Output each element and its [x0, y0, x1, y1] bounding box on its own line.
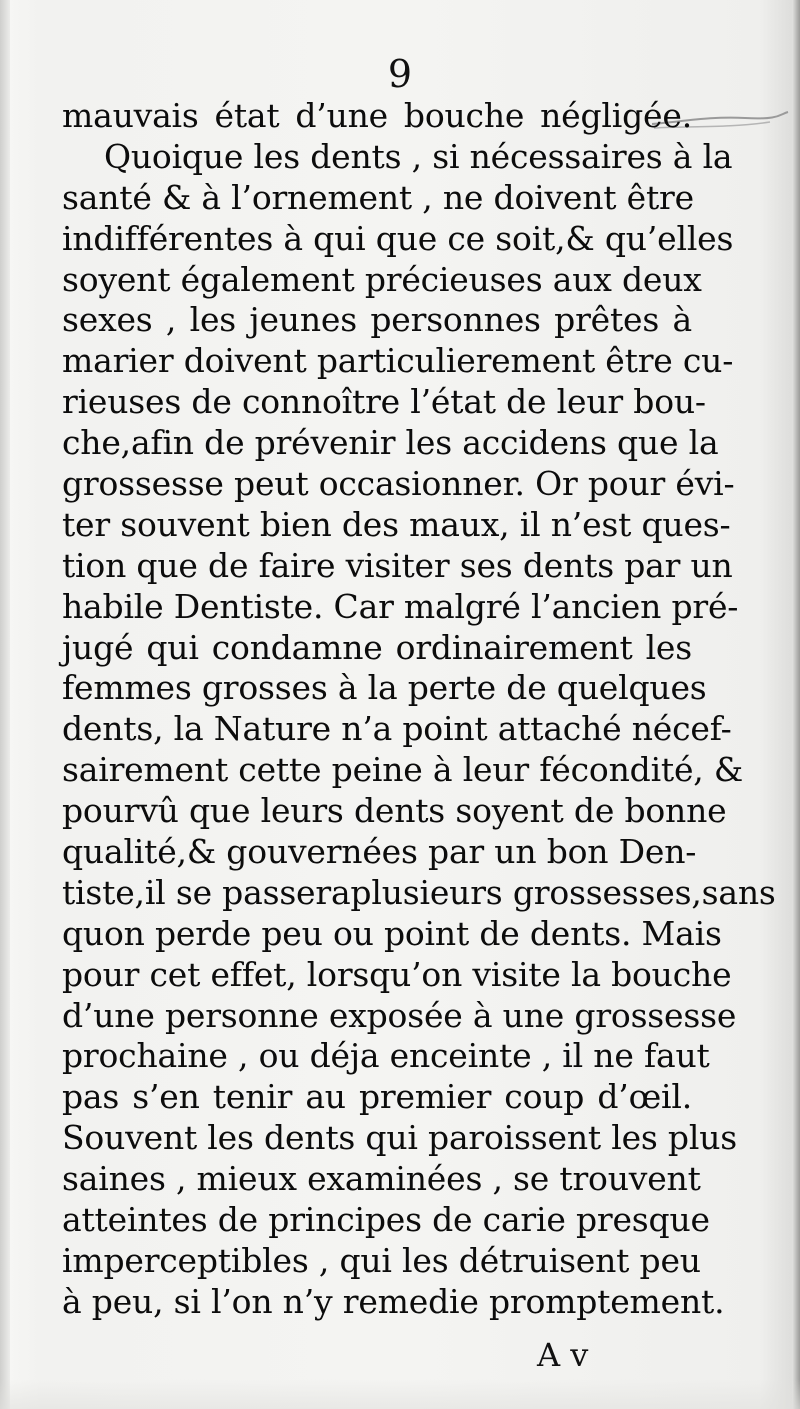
text-line: pas s’en tenir au premier coup d’œil.	[62, 1077, 692, 1117]
text-line: Quoique les dents , si nécessaires à la	[104, 136, 733, 176]
text-line: d’une personne exposée à une grossesse	[62, 995, 737, 1035]
text-line: tion que de faire visiter ses dents par un	[62, 545, 733, 585]
text-line: soyent également précieuses aux deux	[62, 259, 702, 299]
text-line: dents, la Nature n’a point attaché nécef-	[62, 709, 732, 749]
body-text	[62, 96, 776, 1323]
text-line: femmes grosses à la perte de quelques	[62, 668, 707, 708]
page-left-edge	[0, 0, 10, 1409]
catchword-signature: A v	[537, 1336, 589, 1374]
text-line: jugé qui condamne ordinairement les	[62, 627, 692, 667]
text-line: tiste,il se passeraplusieurs grossesses,sans	[62, 872, 776, 912]
text-line: rieuses de connoître l’état de leur bou-	[62, 382, 706, 422]
text-line: sexes , les jeunes personnes prêtes à	[62, 300, 692, 340]
text-line: sairement cette peine à leur fécondité, &	[62, 750, 744, 790]
text-line: ter souvent bien des maux, il n’est ques-	[62, 504, 731, 544]
text-line: pour cet effet, lorsqu’on visite la bouche	[62, 954, 732, 994]
text-line: imperceptibles , qui les détruisent peu	[62, 1240, 701, 1280]
text-line: saines , mieux examinées , se trouvent	[62, 1159, 701, 1199]
text-line: qualité,& gouvernées par un bon Den-	[62, 832, 697, 872]
text-line: indifférentes à qui que ce soit,& qu’elles	[62, 218, 734, 258]
text-line: quon perde peu ou point de dents. Mais	[62, 913, 722, 953]
text-line: Souvent les dents qui paroissent les plus	[62, 1118, 738, 1158]
page-right-edge	[792, 0, 800, 1409]
text-line: che,afin de prévenir les accidens que la	[62, 423, 719, 463]
page-number: 9	[387, 52, 413, 96]
text-line: habile Dentiste. Car malgré l’ancien pré-	[62, 586, 739, 626]
text-line: santé & à l’ornement , ne doivent être	[62, 177, 694, 217]
text-line: marier doivent particulierement être cu-	[62, 341, 734, 381]
page-bottom-shadow	[0, 1379, 800, 1409]
text-line: à peu, si l’on n’y remedie promptement.	[62, 1281, 725, 1321]
text-line: prochaine , ou déja enceinte , il ne faut	[62, 1036, 710, 1076]
text-line: atteintes de principes de carie presque	[62, 1200, 710, 1240]
text-line: pourvû que leurs dents soyent de bonne	[62, 791, 727, 831]
text-line: mauvais état d’une bouche négligée.	[62, 96, 692, 135]
text-line: grossesse peut occasionner. Or pour évi-	[62, 464, 735, 504]
